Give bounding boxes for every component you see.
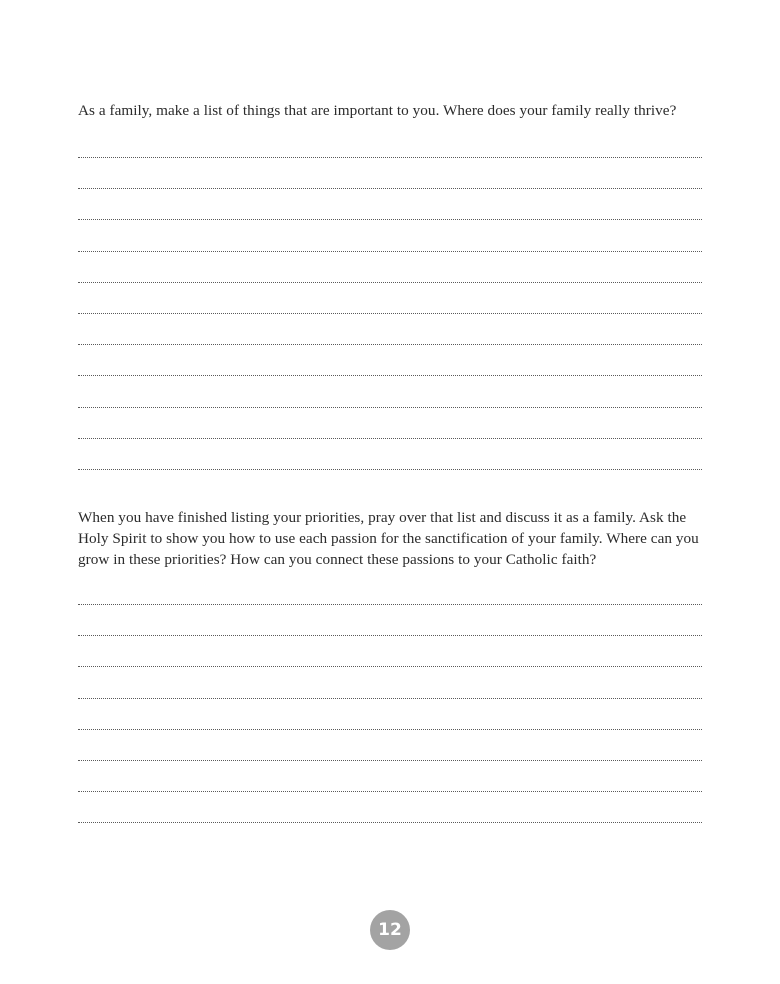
writing-line[interactable] [78,760,702,761]
prompt-pray-over-list: When you have finished listing your priorities, pray over that list and discuss it as a family. Ask the Holy Spirit to show you how to use each passion for the sanctification of your family. Where can you grow in these priorities? How can you connect these passions to your Catholic faith? [78,509,699,568]
writing-line[interactable] [78,219,702,220]
writing-line[interactable] [78,635,702,636]
writing-line[interactable] [78,375,702,376]
writing-line[interactable] [78,438,702,439]
prompt-family-priorities: As a family, make a list of things that are important to you. Where does your family really thrive? [78,102,677,119]
writing-line[interactable] [78,282,702,283]
writing-line[interactable] [78,313,702,314]
page-number-badge: 12 [370,910,410,950]
writing-line[interactable] [78,157,702,158]
writing-line[interactable] [78,791,702,792]
writing-line[interactable] [78,188,702,189]
writing-line[interactable] [78,251,702,252]
writing-line[interactable] [78,666,702,667]
writing-line[interactable] [78,407,702,408]
writing-line[interactable] [78,469,702,470]
writing-line[interactable] [78,698,702,699]
writing-line[interactable] [78,344,702,345]
writing-line[interactable] [78,822,702,823]
writing-line[interactable] [78,604,702,605]
writing-line[interactable] [78,729,702,730]
